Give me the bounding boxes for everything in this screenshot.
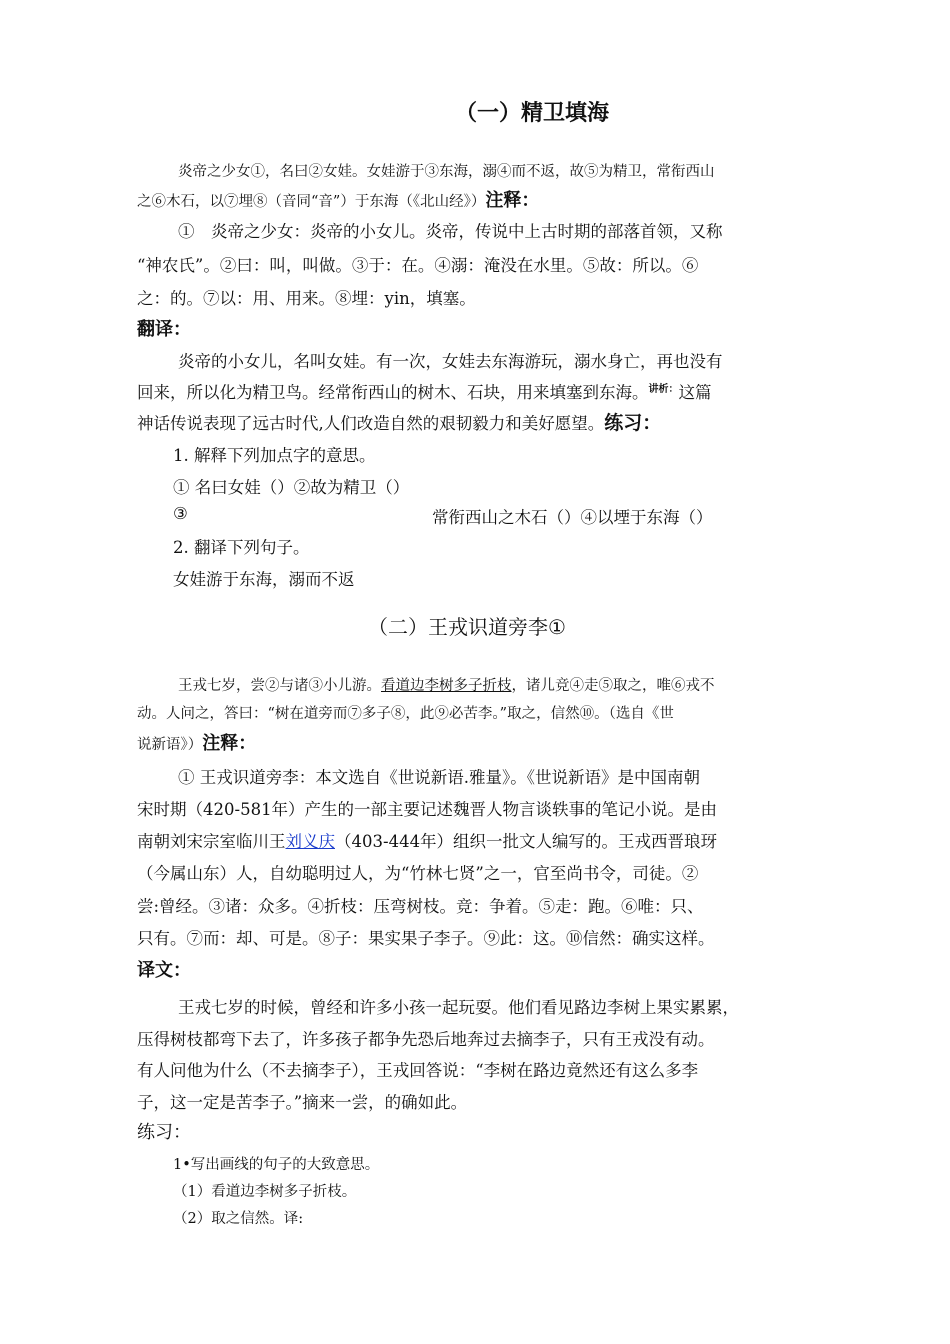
section1-exercise-q2a: 女娃游于东海，溺而不返 bbox=[173, 570, 355, 589]
section1-translation-line3-body: 神话传说表现了远古时代,人们改造自然的艰韧毅力和美好愿望。 bbox=[137, 414, 605, 433]
section1-translation-line2 bbox=[137, 379, 712, 403]
section2-text-line1-start: 王戎七岁，尝②与诸③小儿游。 bbox=[178, 678, 381, 694]
section1-exercise-q2: 2. 翻译下列句子。 bbox=[173, 538, 310, 557]
section2-text-line3 bbox=[137, 729, 256, 755]
section2-notes-line2: 宋时期（420-581年）产生的一部主要记述魏晋人物言谈轶事的笔记小说。是由 bbox=[137, 800, 718, 819]
section1-translation-line2-body: 回来，所以化为精卫鸟。经常衔西山的树木、石块，用来填塞到东海。 bbox=[137, 383, 649, 402]
section2-translation-line1: 王戎七岁的时候，曾经和许多小孩一起玩耍。他们看见路边李树上果实累累， bbox=[178, 998, 739, 1017]
section1-exercise-q1b-text: 常衔西山之木石（）④以堙于东海（） bbox=[432, 508, 713, 527]
section1-exercise-q1b-num: ③ bbox=[173, 504, 188, 523]
section2-notes-line3-start: 南朝刘宋宗室临川王 bbox=[137, 832, 286, 851]
section2-notes-line3-end: （403-444年）组织一批文人编写的。王戎西晋琅玡 bbox=[335, 832, 718, 851]
section1-title: （一）精卫填海 bbox=[455, 101, 610, 126]
section1-notes-line1: ① 炎帝之少女：炎帝的小女儿。炎帝，传说中上古时期的部落首领，又称 bbox=[178, 222, 723, 241]
section2-text-line3-body: 说新语》） bbox=[137, 737, 203, 753]
section2-notes-line1: ① 王戎识道旁李：本文选自《世说新语.雅量》。《世说新语》是中国南朝 bbox=[178, 768, 700, 787]
section1-analysis-label: 讲析： bbox=[648, 384, 679, 395]
liu-yiqing-link[interactable]: 刘义庆 bbox=[285, 832, 335, 851]
section1-exercise-q1a: ① 名曰女娃（）②故为精卫（） bbox=[173, 478, 410, 497]
section2-notes-line5: 尝:曾经。③诸：众多。④折枝：压弯树枝。竞：争着。⑤走：跑。⑥唯：只、 bbox=[137, 897, 704, 916]
section2-exercise-q1a: （1）看道边李树多子折枝。 bbox=[173, 1184, 357, 1200]
section2-notes-line3 bbox=[137, 828, 717, 852]
section1-notes-line2: “神农氏”。②曰：叫，叫做。③于：在。④溺：淹没在水里。⑤故：所以。⑥ bbox=[137, 256, 699, 275]
section1-translation-line1: 炎帝的小女儿，名叫女娃。有一次，女娃去东海游玩，溺水身亡，再也没有 bbox=[178, 352, 723, 371]
section2-exercise-q1b: （2）取之信然。译: bbox=[173, 1211, 304, 1227]
section2-translation-heading: 译文： bbox=[137, 960, 191, 981]
section2-text-line2: 动。人问之，答曰：“树在道旁而⑦多子⑧，此⑨必苦李。”取之，信然⑩。（选自《世 bbox=[137, 706, 674, 722]
section1-exercise-heading: 练习： bbox=[604, 412, 662, 434]
section2-title: （二）王戎识道旁李① bbox=[368, 615, 566, 639]
section2-underlined-sentence: 看道边李树多子折枝 bbox=[381, 678, 512, 694]
section1-text-line2 bbox=[137, 186, 539, 212]
section1-notes-heading: 注释： bbox=[485, 190, 540, 211]
section2-exercise-q1: 1•写出画线的句子的大致意思。 bbox=[173, 1157, 380, 1173]
section1-text-line2-body: 之⑥木石，以⑦埋⑧（音同“音”）于东海（《北山经》） bbox=[137, 194, 486, 210]
section2-text-line1 bbox=[178, 674, 715, 695]
section2-translation-line2: 压得树枝都弯下去了，许多孩子都争先恐后地奔过去摘李子，只有王戎没有动。 bbox=[137, 1030, 715, 1049]
section1-text-line1: 炎帝之少女①，名曰②女娃。女娃游于③东海，溺④而不返，故⑤为精卫，常衔西山 bbox=[178, 164, 715, 180]
section1-translation-line2-end: 这篇 bbox=[678, 383, 712, 402]
section2-notes-line6: 只有。⑦而：却、可是。⑧子：果实果子李子。⑨此：这。⑩信然：确实这样。 bbox=[137, 929, 715, 948]
section2-translation-line4: 子，这一定是苦李子。”摘来一尝，的确如此。 bbox=[137, 1093, 468, 1112]
section1-translation-line3 bbox=[137, 408, 661, 435]
section2-notes-line4: （今属山东）人，自幼聪明过人，为“竹林七贤”之一，官至尚书令，司徒。② bbox=[137, 864, 699, 883]
section2-exercise-heading: 练习： bbox=[137, 1122, 191, 1143]
section1-notes-line3: 之：的。⑦以：用、用来。⑧埋：yin，填塞。 bbox=[137, 289, 476, 308]
section1-translation-heading: 翻译： bbox=[137, 319, 191, 340]
section2-translation-line3: 有人问他为什么（不去摘李子），王戎回答说：“李树在路边竟然还有这么多李 bbox=[137, 1061, 699, 1080]
section2-text-line1-end: ，诸儿竞④走⑤取之，唯⑥戎不 bbox=[511, 678, 715, 694]
section1-exercise-q1: 1. 解释下列加点字的意思。 bbox=[173, 446, 376, 465]
section2-notes-heading: 注释： bbox=[202, 733, 257, 754]
